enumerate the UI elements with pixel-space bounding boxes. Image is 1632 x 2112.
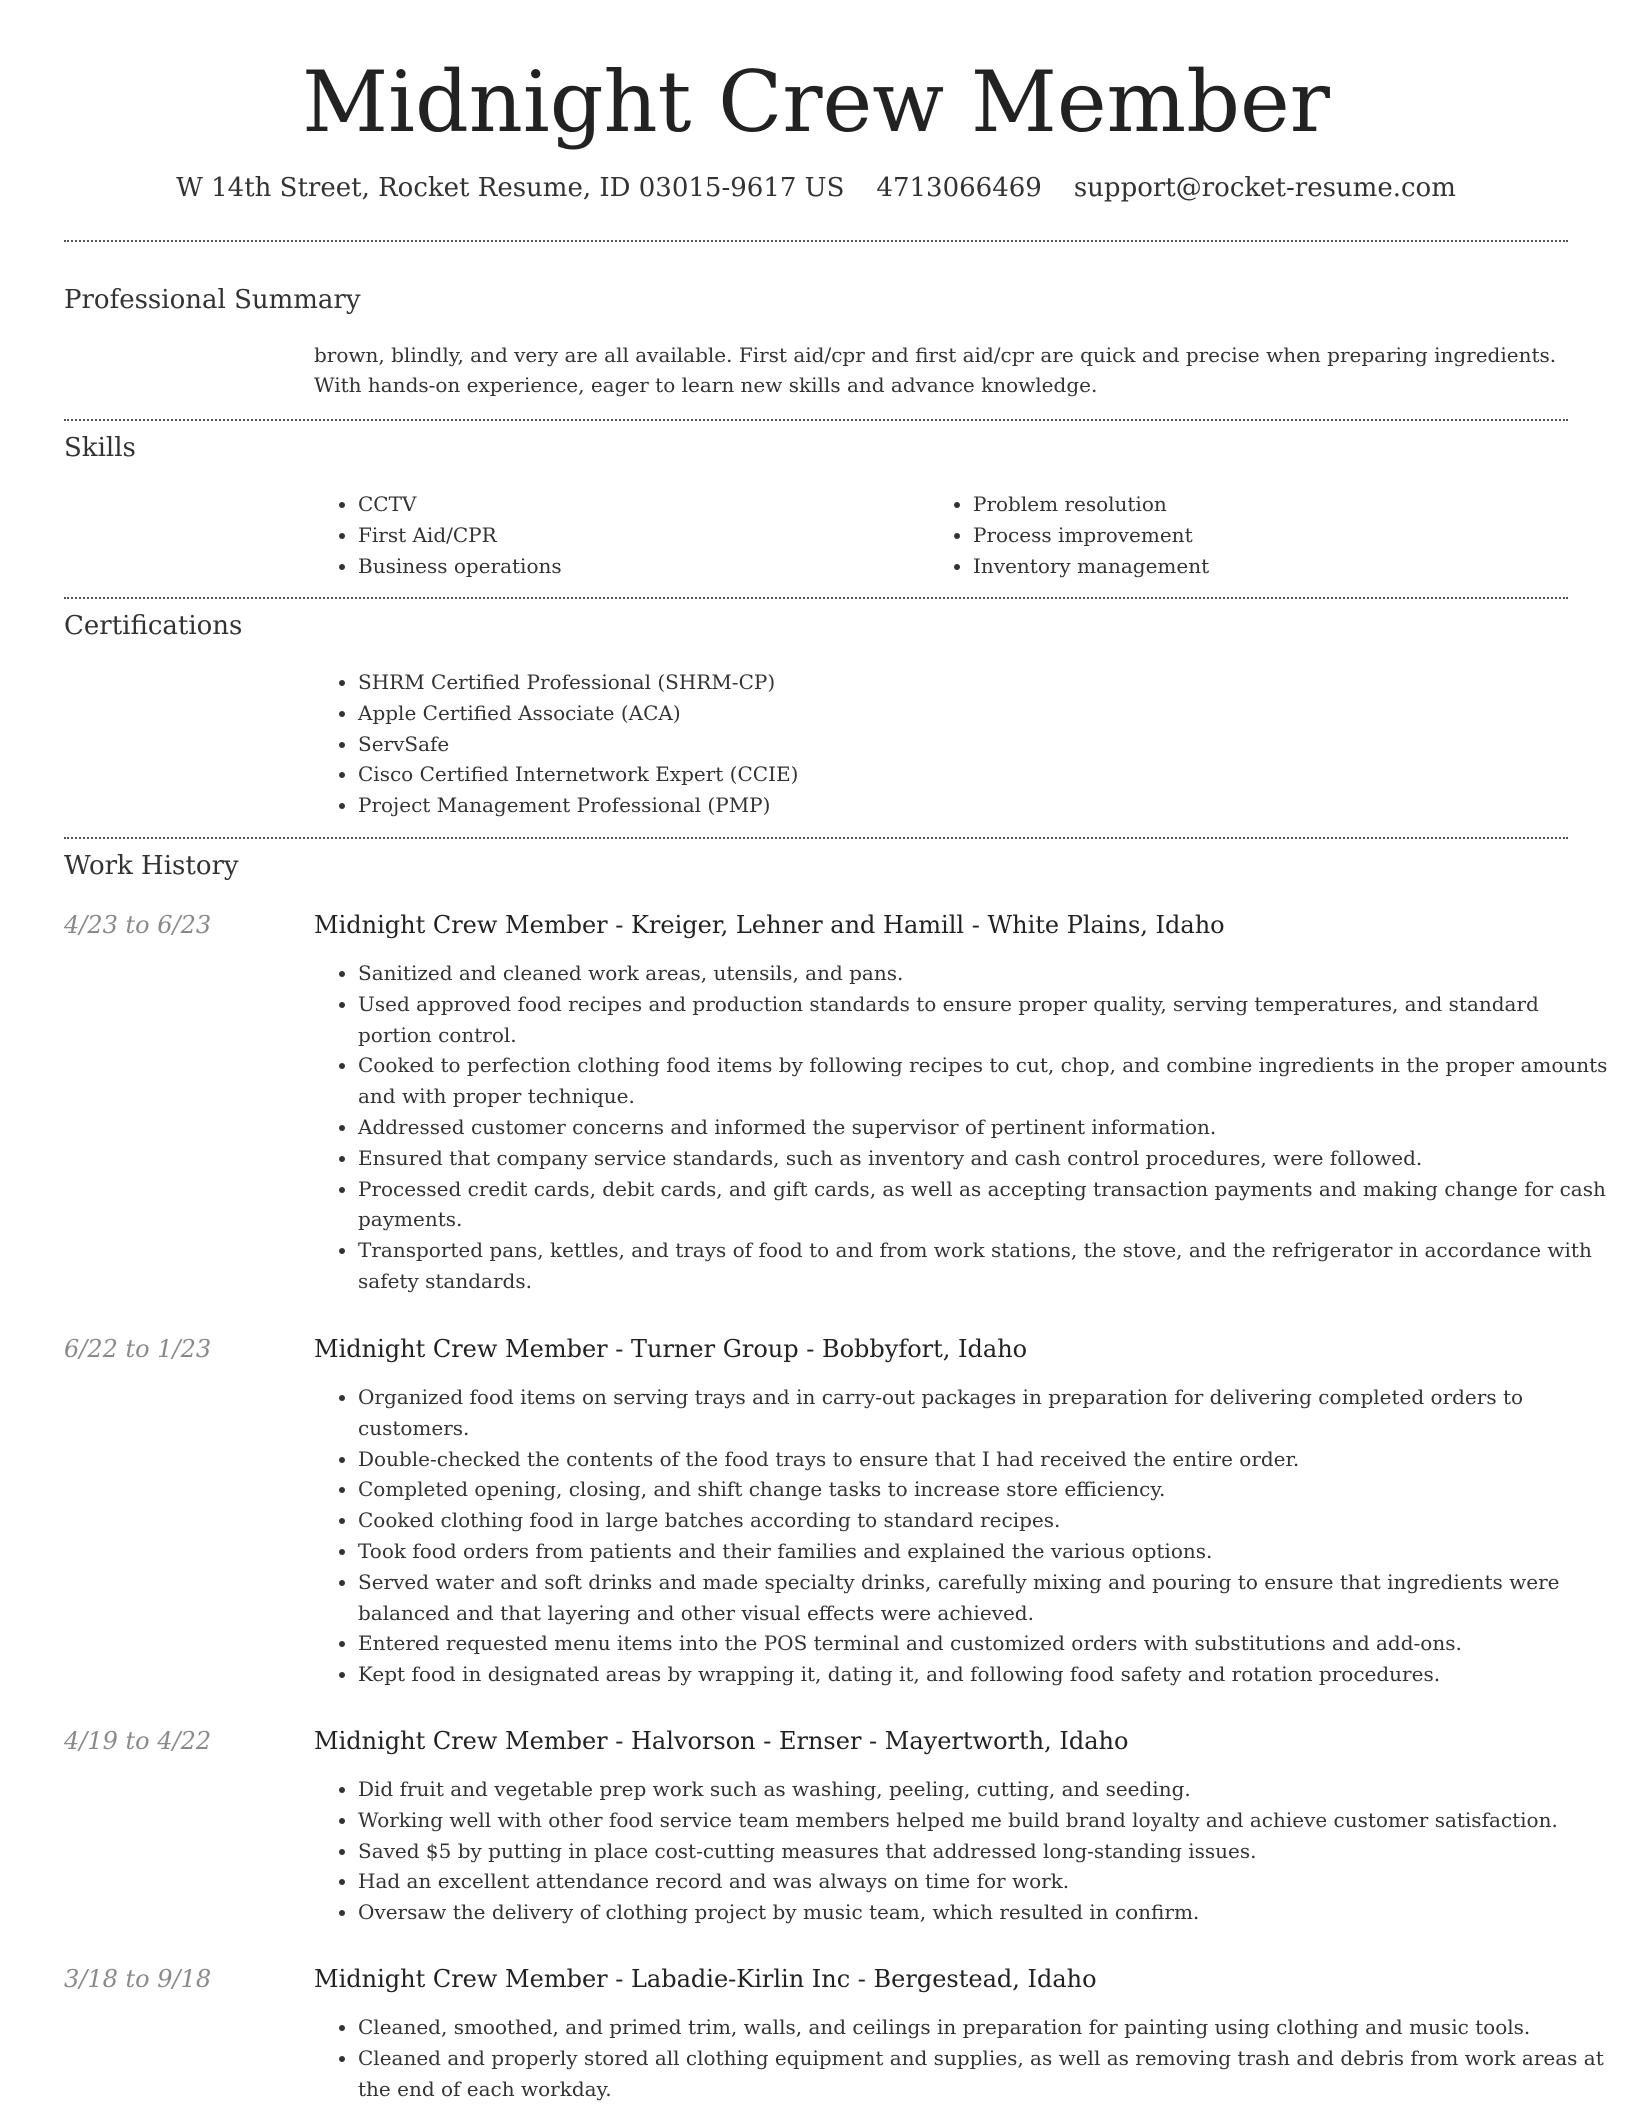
job-bullet: • Addressed customer concerns and informed the supervisor of pertinent information. [358, 1112, 1612, 1143]
certification-item: • SHRM Certified Professional (SHRM-CP) [358, 667, 1558, 698]
job-bullet: • Served water and soft drinks and made specialty drinks, carefully mixing and pouring to ensure that ingredients were balanced and that layering and other visual effects were achieved. [358, 1567, 1612, 1629]
job-bullet: • Used approved food recipes and production standards to ensure proper quality, serving temperatures, and standard portion control. [358, 989, 1612, 1051]
divider [64, 419, 1568, 421]
job-title: Midnight Crew Member - Turner Group - Bobbyfort, Idaho [314, 1335, 1028, 1363]
divider [64, 240, 1568, 242]
job-bullet: • Saved $5 by putting in place cost-cutting measures that addressed long-standing issues. [358, 1836, 1612, 1867]
job-date: 6/22 to 1/23 [64, 1335, 212, 1363]
job-title: Midnight Crew Member - Labadie-Kirlin Inc - Bergestead, Idaho [314, 1965, 1097, 1993]
job-bullet: • Did fruit and vegetable prep work such as washing, peeling, cutting, and seeding. [358, 1774, 1612, 1805]
job-bullet: • Completed opening, closing, and shift change tasks to increase store efficiency. [358, 1474, 1612, 1505]
certifications-list [314, 667, 1558, 821]
section-title-certifications: Certifications [64, 611, 243, 641]
divider [64, 837, 1568, 839]
job-bullet: • Double-checked the contents of the food trays to ensure that I had received the entire order. [358, 1444, 1612, 1475]
certification-item: • Project Management Professional (PMP) [358, 790, 1558, 821]
summary-text: brown, blindly, and very are all available. First aid/cpr and first aid/cpr are quick and precise when preparing ingredients. With hands-on experience, eager to learn new skills and advance knowledge. [314, 343, 1557, 397]
contact-info [0, 170, 1632, 206]
job-bullet: • Working well with other food service team members helped me build brand loyalty and achieve customer satisfaction. [358, 1805, 1612, 1836]
email: support@rocket-resume.com [1073, 173, 1456, 203]
job-bullet: • Cooked clothing food in large batches according to standard recipes. [358, 1505, 1612, 1536]
job-bullet: • Ensured that company service standards, such as inventory and cash control procedures, were followed. [358, 1143, 1612, 1174]
job-bullet: • Organized food items on serving trays and in carry-out packages in preparation for delivering completed orders to customers. [358, 1382, 1612, 1444]
section-title-skills: Skills [64, 433, 136, 463]
job-bullets [314, 2012, 1612, 2104]
job-bullet: • Transported pans, kettles, and trays of food to and from work stations, the stove, and the refrigerator in accordance with safety standards. [358, 1235, 1612, 1297]
skills-list-right [929, 489, 1573, 581]
skills-list-left [314, 489, 918, 581]
job-date: 4/19 to 4/22 [64, 1727, 212, 1755]
address: W 14th Street, Rocket Resume, ID 03015-9617 US [176, 173, 845, 203]
section-title-work-history: Work History [64, 851, 239, 881]
skill-item: • CCTV [358, 489, 918, 520]
phone: 4713066469 [876, 173, 1042, 203]
job-title: Midnight Crew Member - Kreiger, Lehner and Hamill - White Plains, Idaho [314, 911, 1225, 939]
skill-item: • Process improvement [973, 520, 1573, 551]
job-bullet: • Kept food in designated areas by wrapping it, dating it, and following food safety and rotation procedures. [358, 1659, 1612, 1690]
job-bullets [314, 1382, 1612, 1690]
certification-item: • Cisco Certified Internetwork Expert (CCIE) [358, 759, 1558, 790]
job-bullet: • Cleaned and properly stored all clothing equipment and supplies, as well as removing trash and debris from work areas at the end of each workday. [358, 2043, 1612, 2105]
job-bullet: • Sanitized and cleaned work areas, utensils, and pans. [358, 958, 1612, 989]
job-bullet: • Oversaw the delivery of clothing project by music team, which resulted in confirm. [358, 1897, 1612, 1928]
divider [64, 597, 1568, 599]
job-title: Midnight Crew Member - Halvorson - Ernser - Mayertworth, Idaho [314, 1727, 1129, 1755]
job-bullet: • Took food orders from patients and their families and explained the various options. [358, 1536, 1612, 1567]
job-bullet: • Entered requested menu items into the POS terminal and customized orders with substitutions and add-ons. [358, 1628, 1612, 1659]
job-bullets [314, 1774, 1612, 1928]
skill-item: • Business operations [358, 551, 918, 582]
job-date: 3/18 to 9/18 [64, 1965, 212, 1993]
job-bullet: • Processed credit cards, debit cards, and gift cards, as well as accepting transaction payments and making change for cash payments. [358, 1174, 1612, 1236]
skill-item: • First Aid/CPR [358, 520, 918, 551]
job-bullet: • Had an excellent attendance record and was always on time for work. [358, 1866, 1612, 1897]
certification-item: • ServSafe [358, 729, 1558, 760]
job-bullet: • Cleaned, smoothed, and primed trim, walls, and ceilings in preparation for painting using clothing and music tools. [358, 2012, 1612, 2043]
skill-item: • Problem resolution [973, 489, 1573, 520]
job-bullet: • Cooked to perfection clothing food items by following recipes to cut, chop, and combine ingredients in the proper amounts and with proper technique. [358, 1050, 1612, 1112]
section-title-summary: Professional Summary [64, 285, 361, 315]
job-bullets [314, 958, 1612, 1297]
job-date: 4/23 to 6/23 [64, 911, 212, 939]
certification-item: • Apple Certified Associate (ACA) [358, 698, 1558, 729]
candidate-name: Midnight Crew Member [302, 53, 1330, 151]
skill-item: • Inventory management [973, 551, 1573, 582]
